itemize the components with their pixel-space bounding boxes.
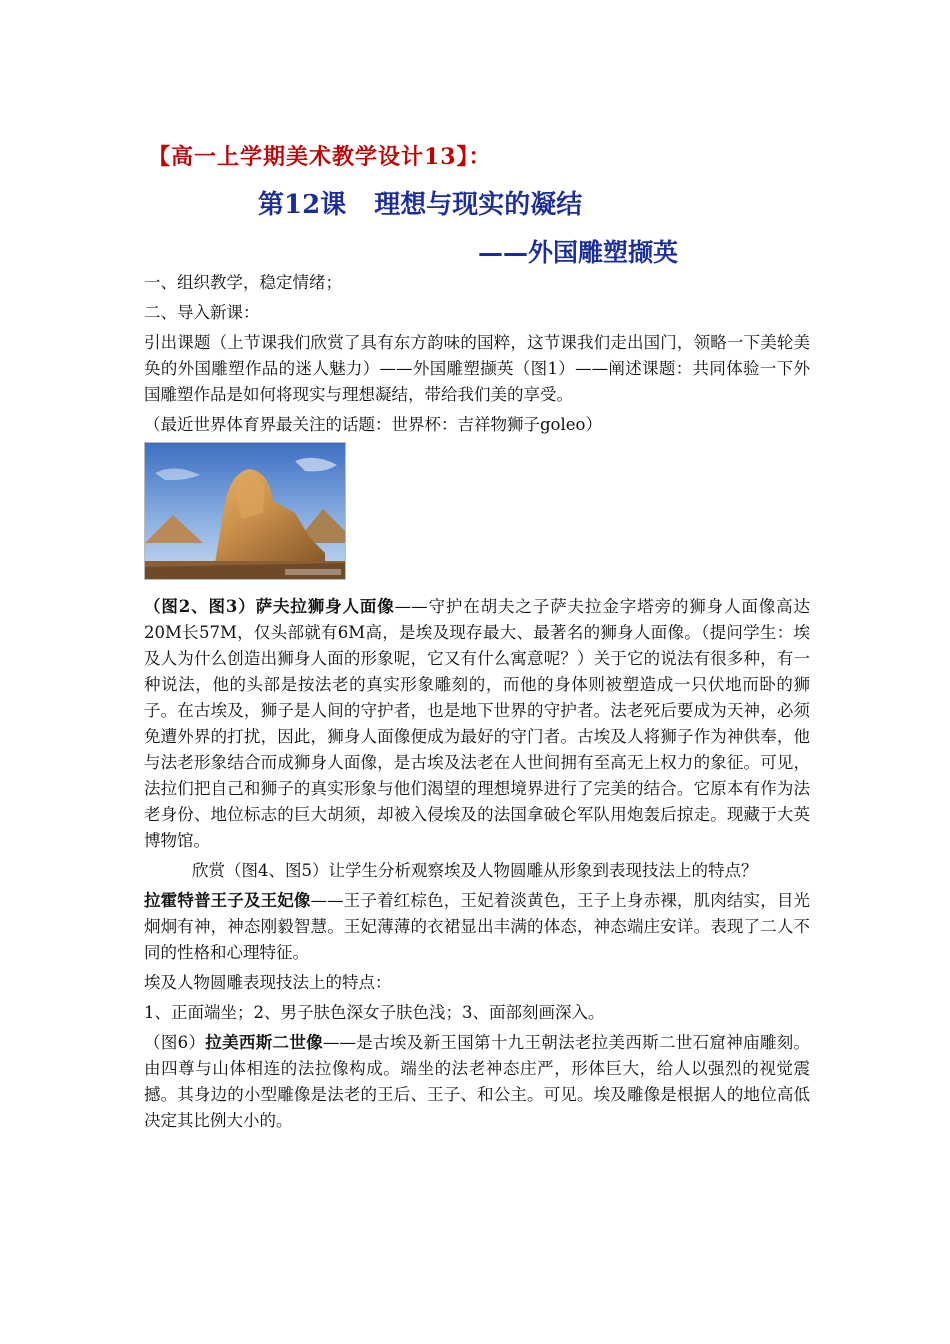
sphinx-photo [144, 442, 346, 580]
paragraph-worldcup: （最近世界体育界最关注的话题：世界杯：吉祥物狮子goleo） [144, 415, 602, 434]
lesson-subtitle: ——外国雕塑撷英 [478, 238, 679, 267]
paragraph-ramses [144, 1030, 810, 1134]
paragraph-prince [144, 888, 810, 966]
ramses-heading: 拉美西斯二世像 [205, 1033, 323, 1052]
sphinx-text: ——守护在胡夫之子萨夫拉金字塔旁的狮身人面像高达20M长57M，仅头部就有6M高，是埃及现存最大、最著名的狮身人面像。（提问学生：埃及人为什么创造出狮身人面的形象呢，它又有什么寓意呢？）关于它的说法有很多种，有一种说法，他的头部是按法老的真实形象雕刻的，而他的身体则被塑造成一只伏地而卧的狮子。在古埃及，狮子是人间的守护者，也是地下世界的守护者。法老死后要成为天神，必须免遭外界的打扰，因此，狮身人面像便成为最好的守门者。古埃及人将狮子作为神供奉，他与法老形象结合而成狮身人面像，是古埃及法老在人世间拥有至高无上权力的象征。可见，法拉们把自己和狮子的真实形象与他们渴望的理想境界进行了完美的结合。它原本有作为法老身份、地位标志的巨大胡须，却被入侵埃及的法国拿破仑军队用炮轰后掠走。现藏于大英博物馆。 [144, 597, 810, 850]
lesson-title [258, 184, 582, 221]
document-body [144, 270, 810, 1138]
paragraph-sphinx [144, 594, 810, 854]
header-title: 【高一上学期美术教学设计13】： [148, 144, 492, 170]
prince-text: ——王子着红棕色，王妃着淡黄色，王子上身赤裸，肌肉结实，目光炯炯有神，神态刚毅智慧。王妃薄薄的衣裙显出丰满的体态，神态端庄安详。表现了二人不同的性格和心理特征。 [144, 891, 811, 962]
paragraph-features: 1、正面端坐；2、男子肤色深女子肤色浅；3、面部刻画深入。 [144, 1003, 605, 1022]
ramses-prefix: （图6） [144, 1033, 206, 1052]
paragraph-intro-heading: 二、导入新课： [144, 303, 260, 322]
ramses-text: ——是古埃及新王国第十九王朝法老拉美西斯二世石窟神庙雕刻。由四尊与山体相连的法拉像构成。端坐的法老神态庄严，形体巨大，给人以强烈的视觉震撼。其身边的小型雕像是法老的王后、王子、和公主。可见。埃及雕像是根据人的地位高低决定其比例大小的。 [144, 1033, 811, 1130]
paragraph-intro: 引出课题（上节课我们欣赏了具有东方韵味的国粹，这节课我们走出国门，领略一下美轮美奂的外国雕塑作品的迷人魅力）——外国雕塑撷英（图1）——阐述课题：共同体验一下外国雕塑作品是如何将现实与理想凝结，带给我们美的享受。 [144, 333, 810, 404]
paragraph-features-title: 埃及人物圆雕表现技法上的特点： [144, 973, 392, 992]
paragraph-appreciate: 欣赏（图4、图5）让学生分析观察埃及人物圆雕从形象到表现技法上的特点？ [192, 861, 758, 880]
lesson-number: 第12课 [258, 190, 347, 220]
sphinx-heading: （图2、图3）萨夫拉狮身人面像 [144, 597, 395, 616]
sphinx-image [145, 443, 345, 579]
prince-heading: 拉霍特普王子及王妃像 [144, 891, 311, 910]
lesson-name: 理想与现实的凝结 [374, 190, 583, 220]
paragraph-organize: 一、组织教学，稳定情绪； [144, 273, 342, 292]
